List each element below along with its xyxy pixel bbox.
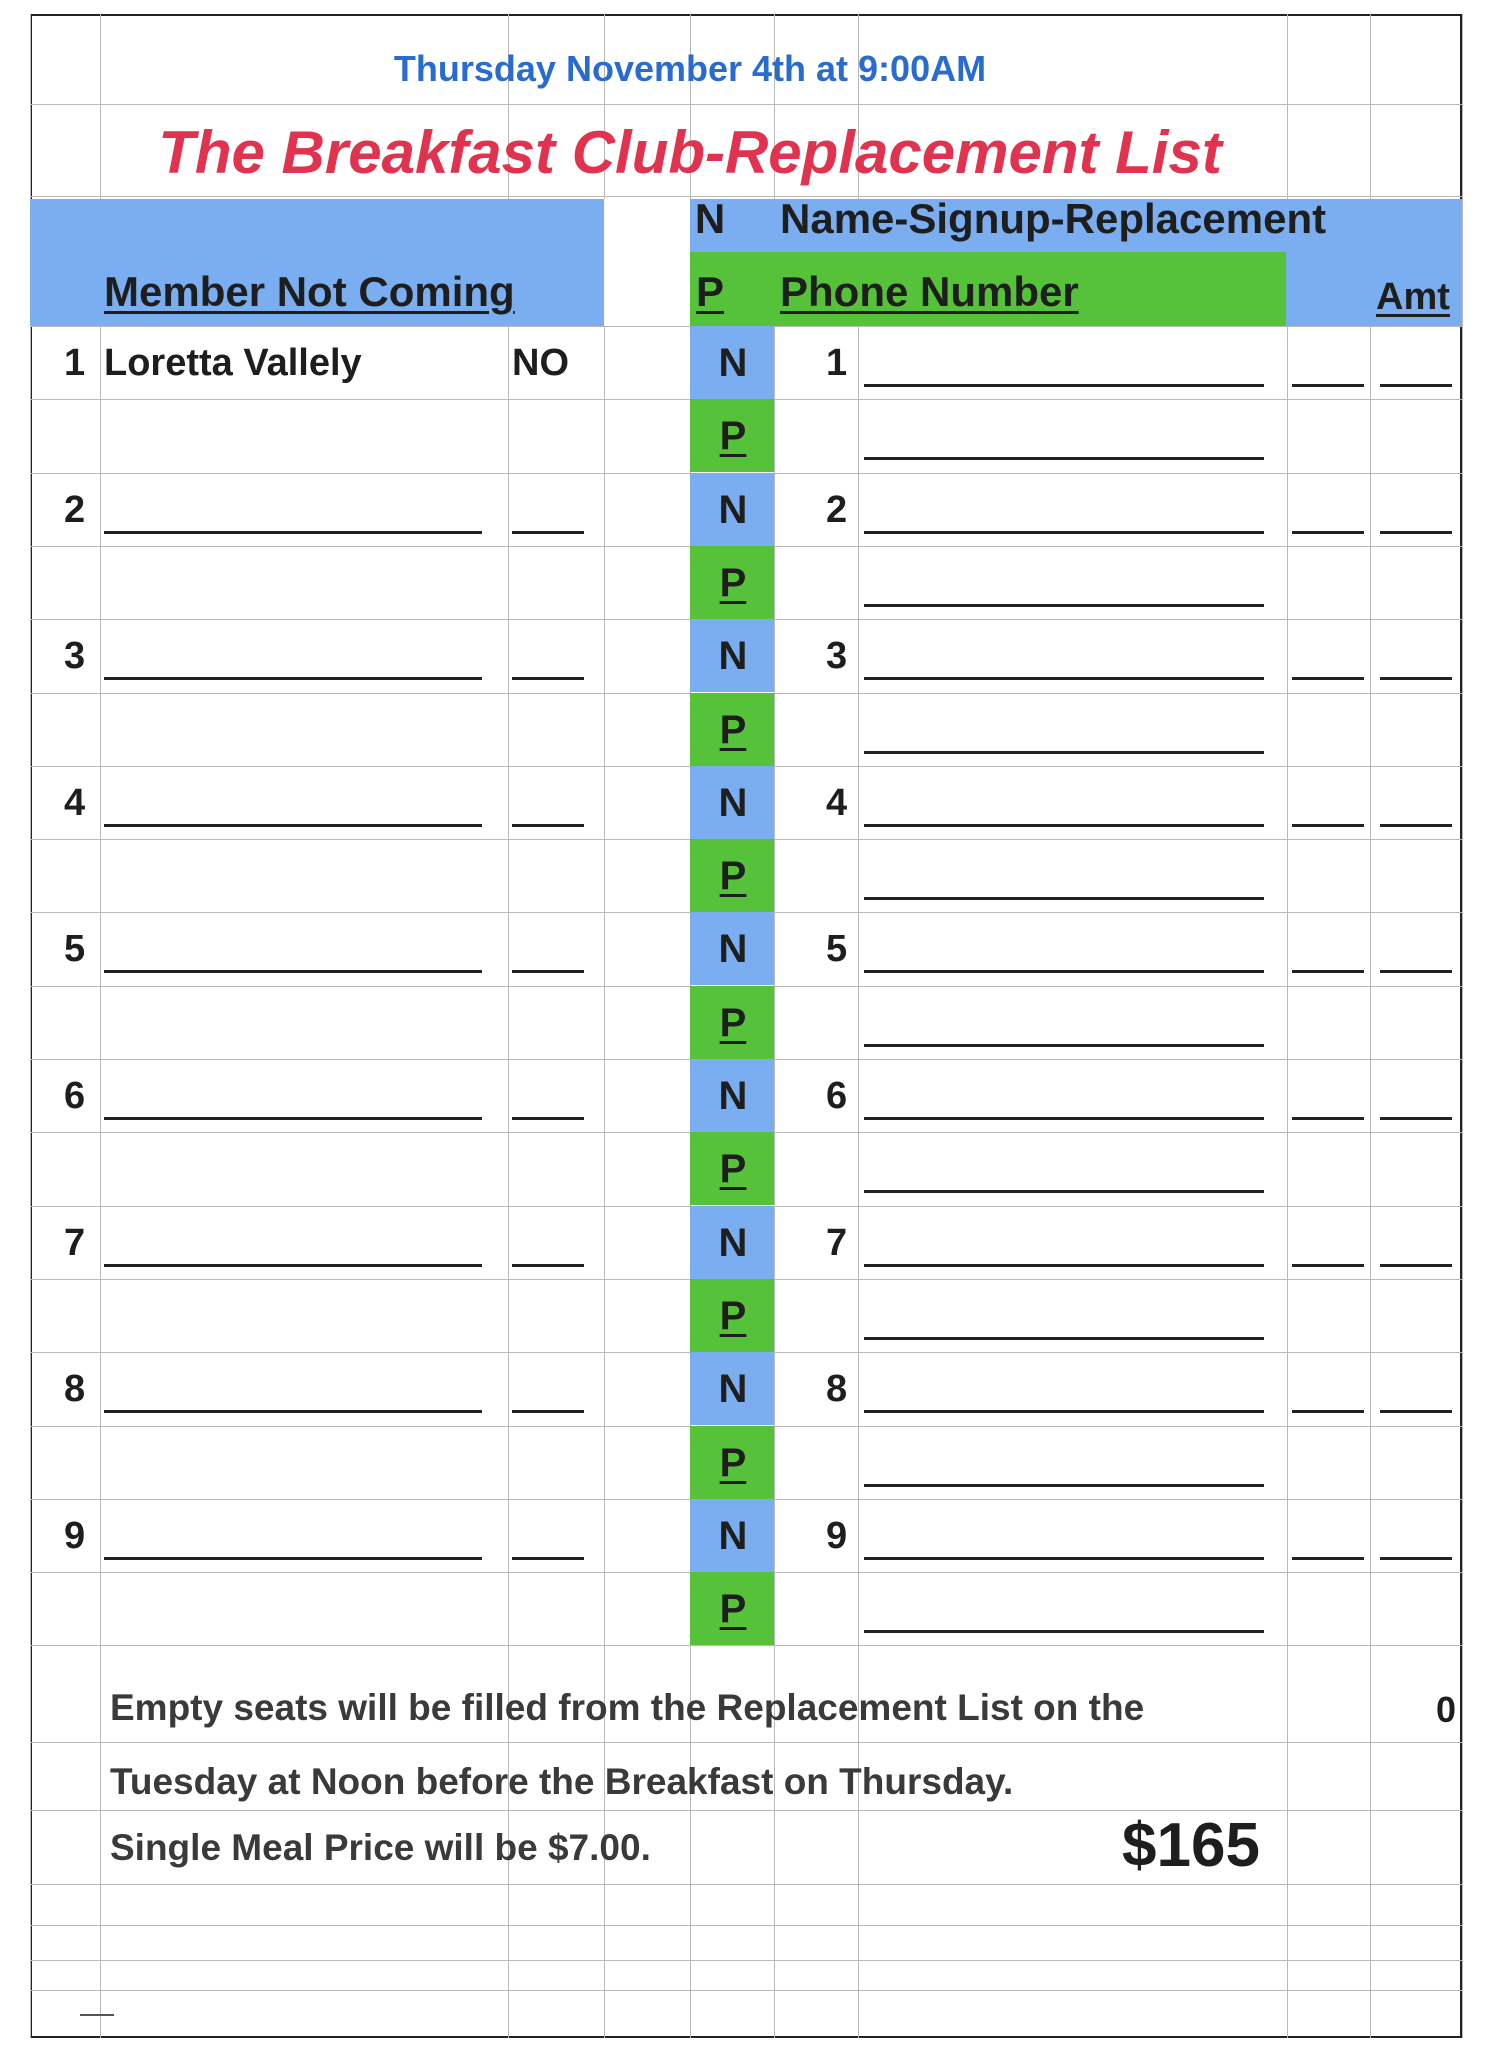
meal-price-note: Single Meal Price will be $7.00. bbox=[110, 1827, 651, 1868]
member-name-line[interactable] bbox=[104, 1410, 482, 1413]
replacement-phone-line[interactable] bbox=[864, 897, 1264, 900]
member-name-line[interactable] bbox=[104, 824, 482, 827]
member-row-number: 2 bbox=[64, 488, 86, 531]
event-date: Thursday November 4th at 9:00AM bbox=[393, 48, 987, 89]
member-status-line[interactable] bbox=[512, 1264, 584, 1267]
replacement-row-number: 5 bbox=[826, 928, 848, 971]
replacement-row-number: 6 bbox=[826, 1075, 848, 1117]
amt-line-2[interactable] bbox=[1380, 384, 1452, 387]
row-n-label: N bbox=[718, 780, 748, 825]
footer-note-line-2: Tuesday at Noon before the Breakfast on Thursday. bbox=[110, 1761, 1014, 1802]
scan-mark bbox=[80, 2014, 114, 2016]
replacement-name-line[interactable] bbox=[864, 1264, 1264, 1267]
replacement-name-line[interactable] bbox=[864, 970, 1264, 973]
row-p-label: P bbox=[719, 854, 747, 899]
row-p-label: P bbox=[719, 1440, 747, 1485]
replacement-phone-line[interactable] bbox=[864, 1337, 1264, 1340]
header-p-label: P bbox=[695, 268, 724, 315]
amt-line-2[interactable] bbox=[1380, 531, 1452, 534]
amt-line-1[interactable] bbox=[1292, 531, 1364, 534]
grid-row-line bbox=[30, 1990, 1462, 1991]
amt-line-1[interactable] bbox=[1292, 824, 1364, 827]
grid-row-line bbox=[30, 1645, 1462, 1646]
replacement-phone-line[interactable] bbox=[864, 1630, 1264, 1633]
member-row-number: 4 bbox=[64, 781, 86, 824]
replacement-name-line[interactable] bbox=[864, 677, 1264, 680]
name-signup-header: Name-Signup-Replacement bbox=[780, 195, 1327, 242]
grid-row-line bbox=[30, 1960, 1462, 1961]
member-status-line[interactable] bbox=[512, 1117, 584, 1120]
member-name-line[interactable] bbox=[104, 677, 482, 680]
amt-line-2[interactable] bbox=[1380, 677, 1452, 680]
row-n-label: N bbox=[718, 341, 748, 385]
replacement-phone-line[interactable] bbox=[864, 604, 1264, 607]
replacement-phone-line[interactable] bbox=[864, 751, 1264, 754]
member-row-number: 7 bbox=[64, 1221, 86, 1264]
member-name-line[interactable] bbox=[104, 970, 482, 973]
row-p-label: P bbox=[719, 707, 747, 752]
replacement-phone-line[interactable] bbox=[864, 457, 1264, 460]
member-name-line[interactable] bbox=[104, 531, 482, 534]
member-name-line[interactable] bbox=[104, 1117, 482, 1120]
replacement-row-number: 7 bbox=[826, 1221, 848, 1264]
amt-line-2[interactable] bbox=[1380, 970, 1452, 973]
replacement-name-line[interactable] bbox=[864, 384, 1264, 387]
member-status-line[interactable] bbox=[512, 824, 584, 827]
header-n-label: N bbox=[694, 195, 726, 242]
amt-line-1[interactable] bbox=[1292, 1264, 1364, 1267]
replacement-phone-line[interactable] bbox=[864, 1190, 1264, 1193]
replacement-row-number: 4 bbox=[826, 781, 848, 824]
row-p-label: P bbox=[719, 1147, 747, 1192]
amt-header: Amt bbox=[1376, 276, 1450, 318]
grid-row-line bbox=[30, 1925, 1462, 1926]
amt-line-1[interactable] bbox=[1292, 384, 1364, 387]
amt-line-1[interactable] bbox=[1292, 1410, 1364, 1413]
grid-row-line bbox=[30, 104, 1462, 105]
member-status-line[interactable] bbox=[512, 531, 584, 534]
replacement-phone-line[interactable] bbox=[864, 1044, 1264, 1047]
row-n-label: N bbox=[718, 634, 748, 679]
footer-note-line-1: Empty seats will be filled from the Replacement List on the bbox=[110, 1687, 1145, 1728]
member-row-number: 3 bbox=[64, 635, 86, 678]
member-status: NO bbox=[512, 342, 569, 384]
row-n-label: N bbox=[718, 1367, 748, 1412]
replacement-phone-line[interactable] bbox=[864, 1484, 1264, 1487]
row-p-label: P bbox=[719, 560, 747, 605]
amt-line-2[interactable] bbox=[1380, 824, 1452, 827]
row-n-label: N bbox=[718, 487, 748, 532]
row-p-label: P bbox=[719, 1000, 747, 1045]
member-row-number: 9 bbox=[64, 1514, 86, 1557]
row-n-label: N bbox=[718, 1220, 748, 1265]
replacement-name-line[interactable] bbox=[864, 1117, 1264, 1120]
grid-row-line bbox=[30, 1742, 1462, 1743]
replacement-name-line[interactable] bbox=[864, 1557, 1264, 1560]
amt-line-2[interactable] bbox=[1380, 1410, 1452, 1413]
amt-line-2[interactable] bbox=[1380, 1117, 1452, 1120]
replacement-name-line[interactable] bbox=[864, 824, 1264, 827]
replacement-row-number: 8 bbox=[826, 1368, 848, 1411]
amt-line-1[interactable] bbox=[1292, 677, 1364, 680]
replacement-row-number: 1 bbox=[826, 342, 848, 384]
member-status-line[interactable] bbox=[512, 970, 584, 973]
row-n-label: N bbox=[718, 1513, 748, 1558]
member-row-number: 5 bbox=[64, 928, 86, 971]
member-name: Loretta Vallely bbox=[104, 342, 362, 384]
amt-line-1[interactable] bbox=[1292, 1557, 1364, 1560]
row-n-label: N bbox=[718, 927, 748, 972]
row-p-label: P bbox=[719, 1587, 747, 1632]
header-gap-band bbox=[604, 199, 690, 326]
replacement-count: 0 bbox=[1436, 1689, 1457, 1730]
member-status-line[interactable] bbox=[512, 677, 584, 680]
member-row-number: 6 bbox=[64, 1075, 86, 1117]
replacement-row-number: 9 bbox=[826, 1514, 848, 1557]
row-p-label: P bbox=[719, 414, 747, 459]
member-not-coming-header: Member Not Coming bbox=[104, 268, 515, 315]
amt-line-1[interactable] bbox=[1292, 1117, 1364, 1120]
page-title: The Breakfast Club-Replacement List bbox=[158, 119, 1222, 186]
replacement-name-line[interactable] bbox=[864, 1410, 1264, 1413]
grid-row-line bbox=[30, 1884, 1462, 1885]
member-row-number: 1 bbox=[64, 342, 86, 384]
member-name-line[interactable] bbox=[104, 1264, 482, 1267]
amt-line-2[interactable] bbox=[1380, 1264, 1452, 1267]
member-status-line[interactable] bbox=[512, 1557, 584, 1560]
row-p-label: P bbox=[719, 1293, 747, 1338]
amt-line-2[interactable] bbox=[1380, 1557, 1452, 1560]
member-name-line[interactable] bbox=[104, 1557, 482, 1560]
replacement-row-number: 2 bbox=[826, 488, 848, 531]
grid-column-line bbox=[1462, 14, 1463, 2038]
phone-number-header: Phone Number bbox=[780, 268, 1079, 315]
member-status-line[interactable] bbox=[512, 1410, 584, 1413]
amt-line-1[interactable] bbox=[1292, 970, 1364, 973]
member-row-number: 8 bbox=[64, 1368, 86, 1411]
replacement-name-line[interactable] bbox=[864, 531, 1264, 534]
replacement-row-number: 3 bbox=[826, 635, 848, 678]
row-n-label: N bbox=[718, 1074, 748, 1118]
total-amount: $165 bbox=[1122, 1811, 1260, 1880]
